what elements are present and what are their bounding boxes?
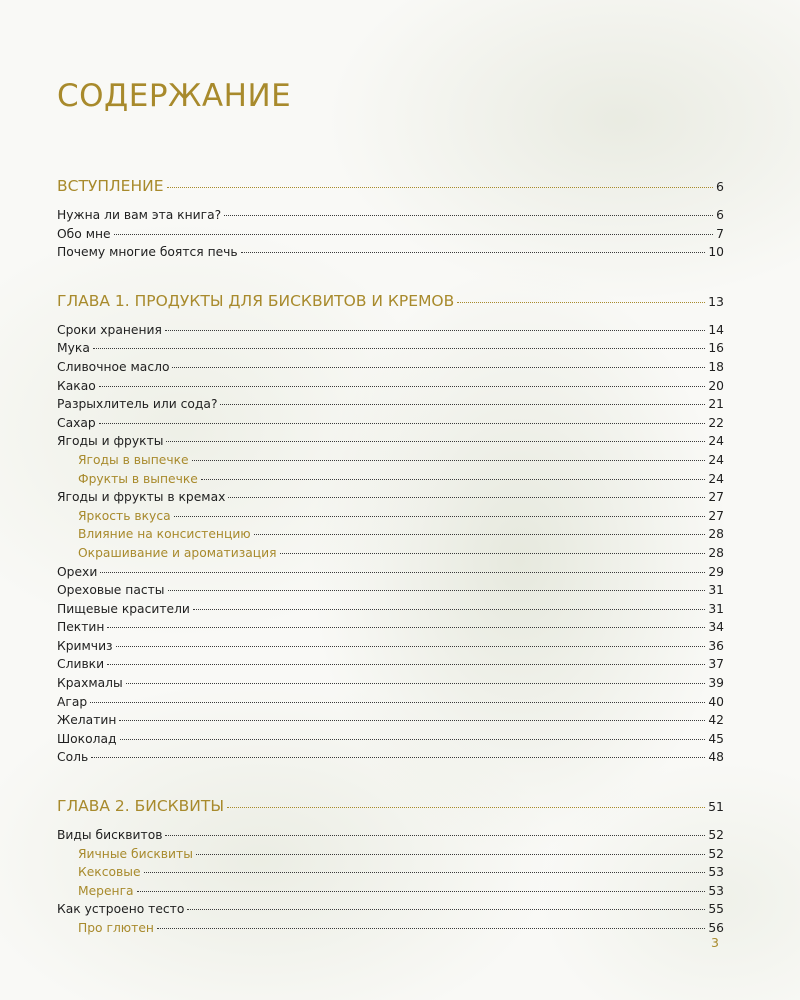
toc-entry-label: Пищевые красители [57, 601, 190, 616]
dot-leader [99, 423, 706, 424]
toc-entry[interactable] [57, 674, 724, 693]
toc-entry[interactable] [57, 339, 724, 358]
dot-leader [187, 909, 705, 910]
toc-page-number: 40 [708, 694, 724, 709]
toc-entry-label: Сахар [57, 415, 96, 430]
toc-page-number: 42 [708, 713, 724, 728]
toc-page-number: 53 [708, 865, 724, 880]
toc-subentry[interactable] [57, 544, 724, 563]
dot-leader [457, 302, 705, 303]
toc-page-number: 21 [708, 397, 724, 412]
toc-entry-label: Желатин [57, 713, 117, 728]
toc-entry[interactable] [57, 563, 724, 582]
toc-page-number: 48 [708, 750, 724, 765]
dot-leader [137, 891, 706, 892]
toc-entry[interactable] [57, 655, 724, 674]
dot-leader [107, 627, 705, 628]
toc-entry-label: Сроки хранения [57, 322, 162, 337]
dot-leader [224, 215, 713, 216]
toc-entry[interactable] [57, 432, 724, 451]
dot-leader [126, 683, 706, 684]
toc-entry-label: Кримчиз [57, 638, 113, 653]
page-title: СОДЕРЖАНИЕ [57, 78, 292, 114]
toc-entry-label: ГЛАВА 2. БИСКВИТЫ [57, 797, 225, 816]
toc-entry-label: Окрашивание и ароматизация [78, 545, 277, 560]
dot-leader [167, 187, 714, 188]
toc-entry-label: Агар [57, 694, 88, 709]
toc-entry[interactable] [57, 581, 724, 600]
toc-entry-label: ГЛАВА 1. ПРОДУКТЫ ДЛЯ БИСКВИТОВ И КРЕМОВ [57, 291, 455, 310]
toc-page-number: 56 [708, 921, 724, 935]
toc-entry-label: Ореховые пасты [57, 583, 165, 598]
toc-page-number: 6 [716, 179, 724, 194]
dot-leader [99, 386, 706, 387]
toc-entry-label: Мука [57, 341, 90, 356]
toc-entry-label: Про глютен [78, 921, 154, 935]
toc-entry-label: Виды бисквитов [57, 828, 163, 843]
toc-entry-label: Ягоды и фрукты в кремах [57, 490, 226, 505]
toc-entry-label: ВСТУПЛЕНИЕ [57, 177, 164, 195]
toc-entry[interactable] [57, 321, 724, 340]
dot-leader [254, 534, 706, 535]
toc-page-number: 22 [708, 415, 724, 430]
toc-entry-label: Разрыхлитель или сода? [57, 397, 218, 412]
dot-leader [120, 739, 706, 740]
toc-entry[interactable] [57, 395, 724, 414]
toc-page-number: 45 [708, 731, 724, 746]
toc-page-number: 24 [708, 434, 724, 449]
toc-chapter[interactable] [57, 795, 724, 817]
toc-entry-label: Крахмалы [57, 676, 123, 691]
toc-page-number: 53 [708, 883, 724, 898]
toc-entry-label: Яркость вкуса [78, 508, 171, 523]
toc-page-number: 55 [708, 902, 724, 917]
dot-leader [220, 404, 705, 405]
page-number: 3 [711, 935, 719, 950]
toc-entry[interactable] [57, 618, 724, 637]
toc-entry[interactable] [57, 900, 724, 919]
toc-page-number: 7 [716, 226, 724, 241]
dot-leader [172, 367, 705, 368]
toc-page-number: 31 [708, 601, 724, 616]
toc-page-number: 31 [708, 583, 724, 598]
toc-entry-label: Нужна ли вам эта книга? [57, 208, 222, 222]
table-of-contents [57, 175, 724, 938]
dot-leader [193, 609, 705, 610]
toc-entry[interactable] [57, 225, 724, 244]
toc-entry-label: Почему многие боятся печь [57, 245, 238, 260]
toc-entry[interactable] [57, 637, 724, 656]
toc-page-number: 36 [708, 638, 724, 653]
dot-leader [166, 441, 705, 442]
dot-leader [93, 348, 705, 349]
toc-page-number: 39 [708, 676, 724, 691]
toc-page-number: 6 [716, 208, 724, 222]
toc-entry-label: Обо мне [57, 226, 111, 241]
toc-entry[interactable] [57, 693, 724, 712]
toc-entry[interactable] [57, 206, 724, 225]
dot-leader [165, 835, 705, 836]
dot-leader [157, 928, 705, 929]
dot-leader [116, 646, 706, 647]
toc-entry-label: Кексовые [78, 865, 141, 880]
toc-subentry[interactable] [57, 919, 724, 938]
toc-page-number: 14 [708, 322, 724, 337]
dot-leader [174, 516, 706, 517]
dot-leader [168, 590, 706, 591]
toc-subentry[interactable] [57, 451, 724, 470]
toc-page-number: 29 [708, 564, 724, 579]
dot-leader [241, 252, 706, 253]
toc-page-number: 24 [708, 471, 724, 486]
toc-page-number: 20 [708, 378, 724, 393]
toc-page-number: 52 [708, 828, 724, 843]
toc-page-number: 16 [708, 341, 724, 356]
toc-chapter[interactable] [57, 290, 724, 312]
toc-entry[interactable] [57, 600, 724, 619]
toc-subentry[interactable] [57, 882, 724, 901]
toc-page-number: 28 [708, 527, 724, 542]
toc-entry-label: Меренга [78, 883, 134, 898]
dot-leader [228, 497, 705, 498]
toc-page-number: 37 [708, 657, 724, 672]
toc-entry-label: Фрукты в выпечке [78, 471, 198, 486]
toc-page-number: 34 [708, 620, 724, 635]
toc-page-number: 13 [708, 293, 724, 309]
toc-entry[interactable] [57, 711, 724, 730]
toc-page-number: 51 [708, 799, 724, 815]
toc-page-number: 10 [708, 245, 724, 260]
toc-entry-label: Ягоды и фрукты [57, 434, 164, 449]
toc-subentry[interactable] [57, 845, 724, 864]
toc-entry-label: Как устроено тесто [57, 902, 185, 917]
toc-page-number: 27 [708, 508, 724, 523]
dot-leader [144, 872, 706, 873]
toc-entry[interactable] [57, 748, 724, 767]
toc-entry[interactable] [57, 414, 724, 433]
toc-entry-label: Ягоды в выпечке [78, 452, 189, 467]
toc-page-number: 18 [708, 359, 724, 374]
toc-entry[interactable] [57, 826, 724, 845]
toc-page-number: 52 [708, 846, 724, 861]
toc-entry[interactable] [57, 730, 724, 749]
toc-subentry[interactable] [57, 470, 724, 489]
toc-page-number: 27 [708, 490, 724, 505]
toc-entry-label: Яичные бисквиты [78, 846, 193, 861]
dot-leader [91, 757, 705, 758]
dot-leader [227, 807, 705, 808]
toc-subentry[interactable] [57, 863, 724, 882]
dot-leader [165, 330, 705, 331]
toc-subentry[interactable] [57, 525, 724, 544]
toc-entry[interactable] [57, 488, 724, 507]
dot-leader [107, 664, 705, 665]
dot-leader [201, 479, 705, 480]
toc-chapter[interactable] [57, 175, 724, 197]
toc-entry-label: Шоколад [57, 731, 117, 746]
toc-subentry[interactable] [57, 507, 724, 526]
toc-entry-label: Орехи [57, 564, 98, 579]
dot-leader [114, 234, 714, 235]
toc-entry[interactable] [57, 358, 724, 377]
dot-leader [192, 460, 706, 461]
toc-entry-label: Сливки [57, 657, 105, 672]
dot-leader [280, 553, 706, 554]
toc-entry[interactable] [57, 243, 724, 262]
dot-leader [196, 854, 705, 855]
toc-page-number: 24 [708, 452, 724, 467]
toc-entry[interactable] [57, 377, 724, 396]
toc-entry-label: Пектин [57, 620, 105, 635]
toc-page-number: 28 [708, 545, 724, 560]
toc-entry-label: Соль [57, 750, 89, 765]
toc-entry-label: Какао [57, 378, 96, 393]
toc-entry-label: Сливочное масло [57, 359, 170, 374]
dot-leader [119, 720, 705, 721]
toc-entry-label: Влияние на консистенцию [78, 527, 251, 542]
dot-leader [100, 572, 705, 573]
dot-leader [90, 702, 705, 703]
